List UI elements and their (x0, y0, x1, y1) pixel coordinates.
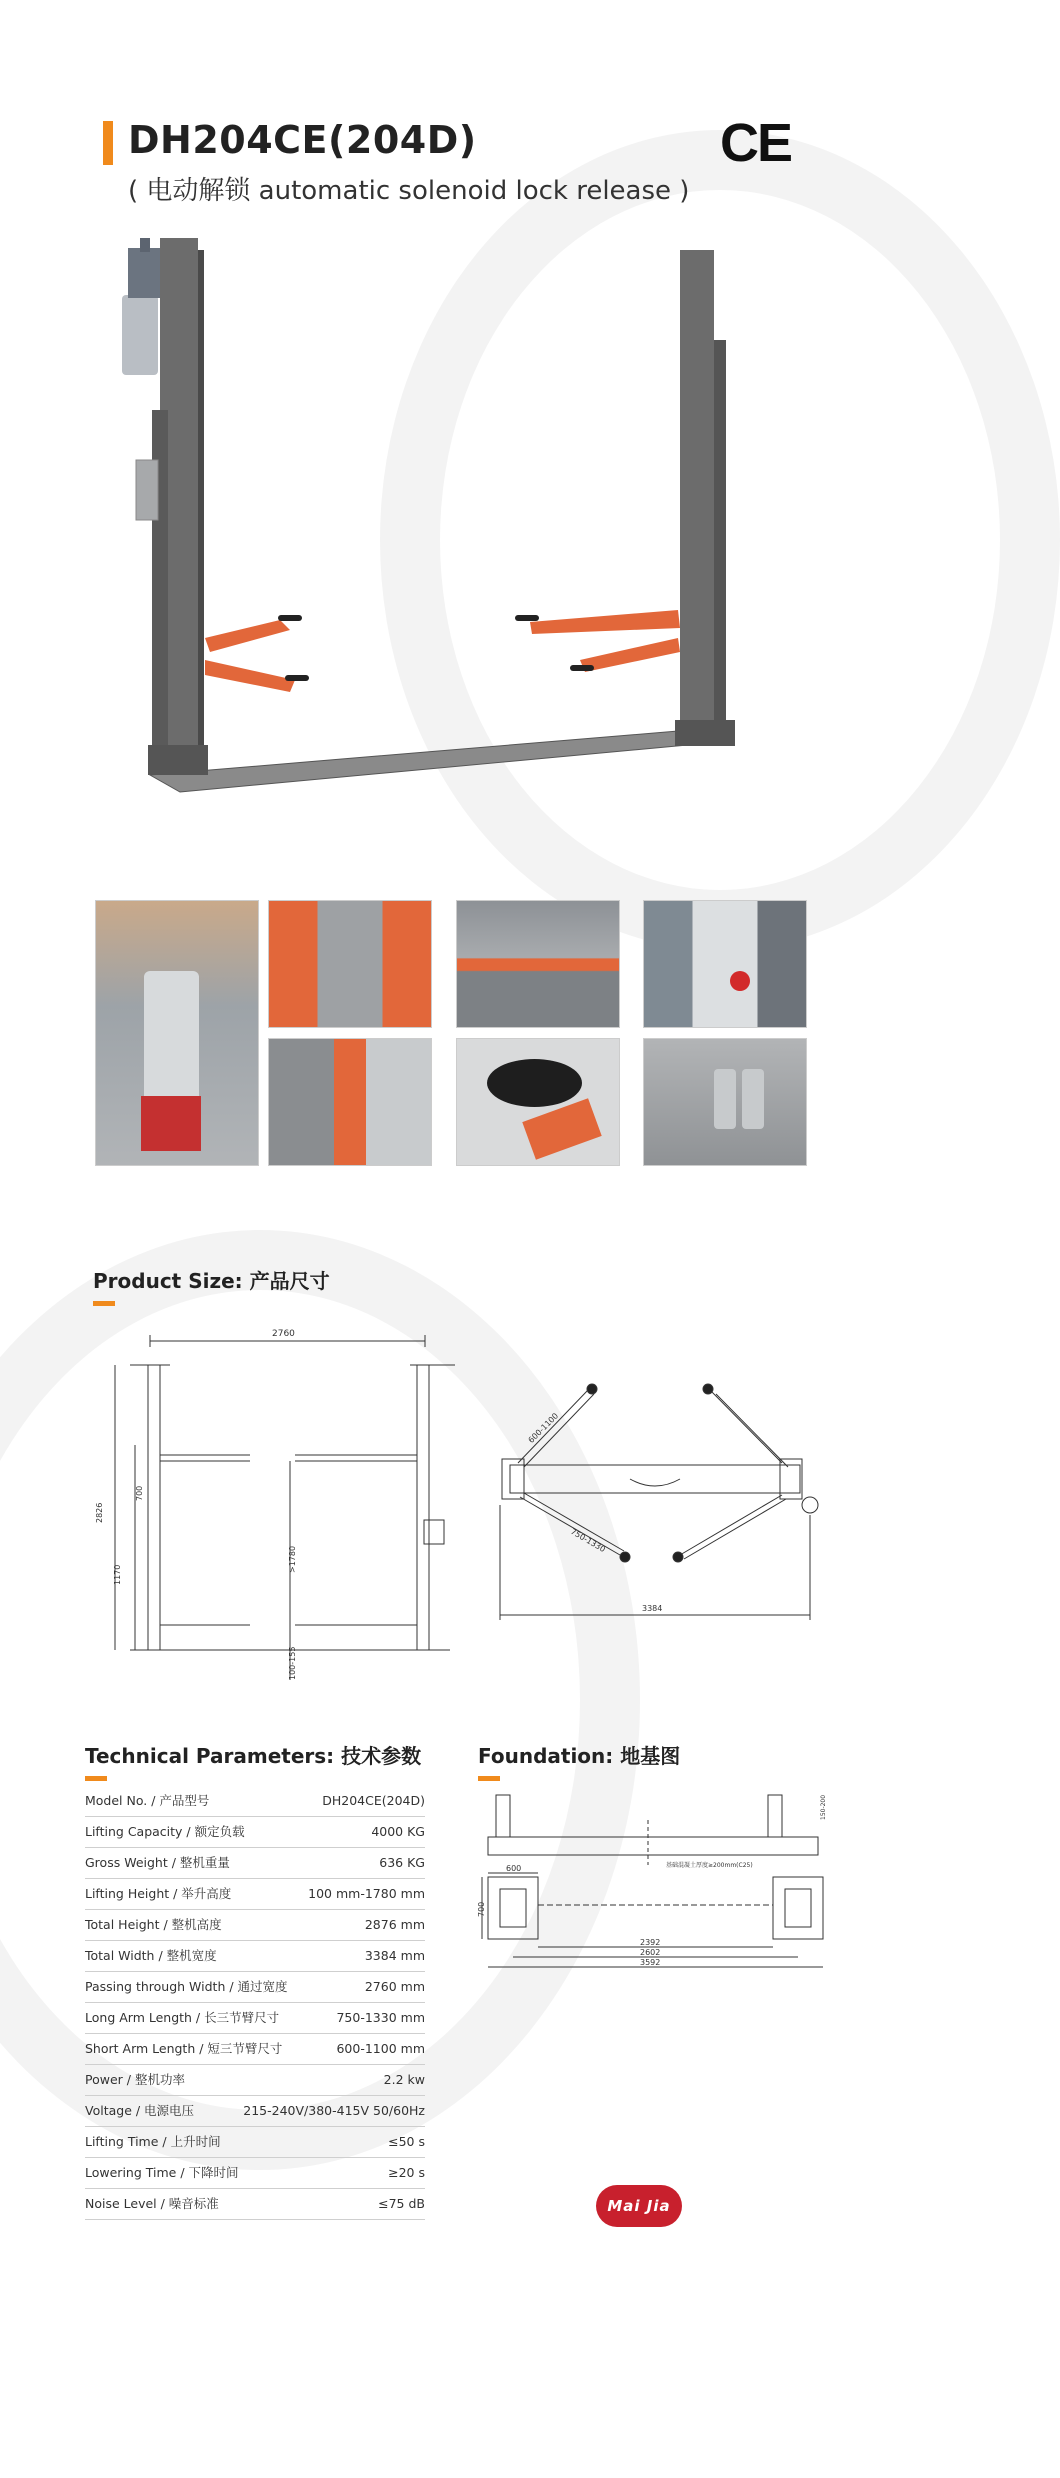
table-row: Lifting Height / 举升高度 100 mm-1780 mm (85, 1879, 425, 1910)
dim-1170: 1170 (113, 1564, 122, 1585)
dim-width: 2760 (272, 1329, 295, 1339)
left-lift-arms (205, 615, 309, 692)
section-underline (478, 1776, 500, 1781)
front-view-drawing (90, 1325, 470, 1685)
table-row: Total Width / 整机宽度 3384 mm (85, 1941, 425, 1972)
table-row: Short Arm Length / 短三节臂尺寸 600-1100 mm (85, 2034, 425, 2065)
dim-600: 600 (506, 1864, 522, 1873)
page-title: DH204CE(204D) (128, 118, 477, 162)
photo-control-box (643, 900, 807, 1028)
foundation-note: 基础混凝土厚度≥200mm(C25) (666, 1862, 753, 1869)
foundation-drawing (478, 1785, 848, 1980)
dim-height: 2826 (95, 1502, 104, 1523)
table-row: Lifting Capacity / 额定负载 4000 KG (85, 1817, 425, 1848)
table-row: Total Height / 整机高度 2876 mm (85, 1910, 425, 1941)
page-subtitle: ( 电动解锁 automatic solenoid lock release ) (128, 176, 690, 206)
control-box (136, 460, 158, 520)
photo-lift-arm (456, 900, 620, 1028)
hydraulic-motor (122, 238, 160, 375)
base-plate (150, 730, 720, 792)
table-row: Passing through Width / 通过宽度 2760 mm (85, 1972, 425, 2003)
dim-total-width: 3384 (642, 1604, 663, 1613)
dim-depth: 150-200 (820, 1794, 827, 1820)
table-row: Voltage / 电源电压 215-240V/380-415V 50/60Hz (85, 2096, 425, 2127)
dim-lift-height: >1780 (288, 1545, 297, 1573)
section-underline (85, 1776, 107, 1781)
product-illustration (100, 220, 800, 820)
dim-2392: 2392 (640, 1938, 661, 1947)
table-row: Model No. / 产品型号 DH204CE(204D) (85, 1786, 425, 1817)
section-underline (93, 1301, 115, 1306)
dim-3592: 3592 (640, 1958, 661, 1967)
table-row: Lifting Time / 上升时间 ≤50 s (85, 2127, 425, 2158)
table-row: Gross Weight / 整机重量 636 KG (85, 1848, 425, 1879)
ce-mark-logo: CE (720, 113, 792, 173)
dim-low: 100-155 (288, 1646, 297, 1680)
dim-long-arm: 750-1330 (569, 1526, 607, 1554)
photo-motor-unit (95, 900, 259, 1166)
dim-short-arm: 600-1100 (526, 1411, 561, 1445)
photo-arm-pivot-top (268, 900, 432, 1028)
right-column (675, 250, 735, 746)
photo-extension-adapters (643, 1038, 807, 1166)
top-view-drawing (470, 1375, 830, 1625)
dim-2602: 2602 (640, 1948, 661, 1957)
table-row: Lowering Time / 下降时间 ≥20 s (85, 2158, 425, 2189)
right-lift-arms (515, 610, 680, 672)
table-row: Power / 整机功率 2.2 kw (85, 2065, 425, 2096)
photo-rubber-pad (456, 1038, 620, 1166)
table-row: Noise Level / 噪音标准 ≤75 dB (85, 2189, 425, 2220)
title-accent-bar (103, 121, 113, 165)
photo-gear-rack (268, 1038, 432, 1166)
product-size-heading: Product Size: 产品尺寸 (93, 1269, 330, 1293)
foundation-heading: Foundation: 地基图 (478, 1744, 681, 1768)
brand-logo: Mai Jia (596, 2185, 682, 2227)
dim-700: 700 (477, 1901, 486, 1917)
table-row: Long Arm Length / 长三节臂尺寸 750-1330 mm (85, 2003, 425, 2034)
technical-parameters-heading: Technical Parameters: 技术参数 (85, 1744, 422, 1768)
parameters-table (85, 1786, 425, 2220)
dim-700: 700 (135, 1485, 144, 1501)
